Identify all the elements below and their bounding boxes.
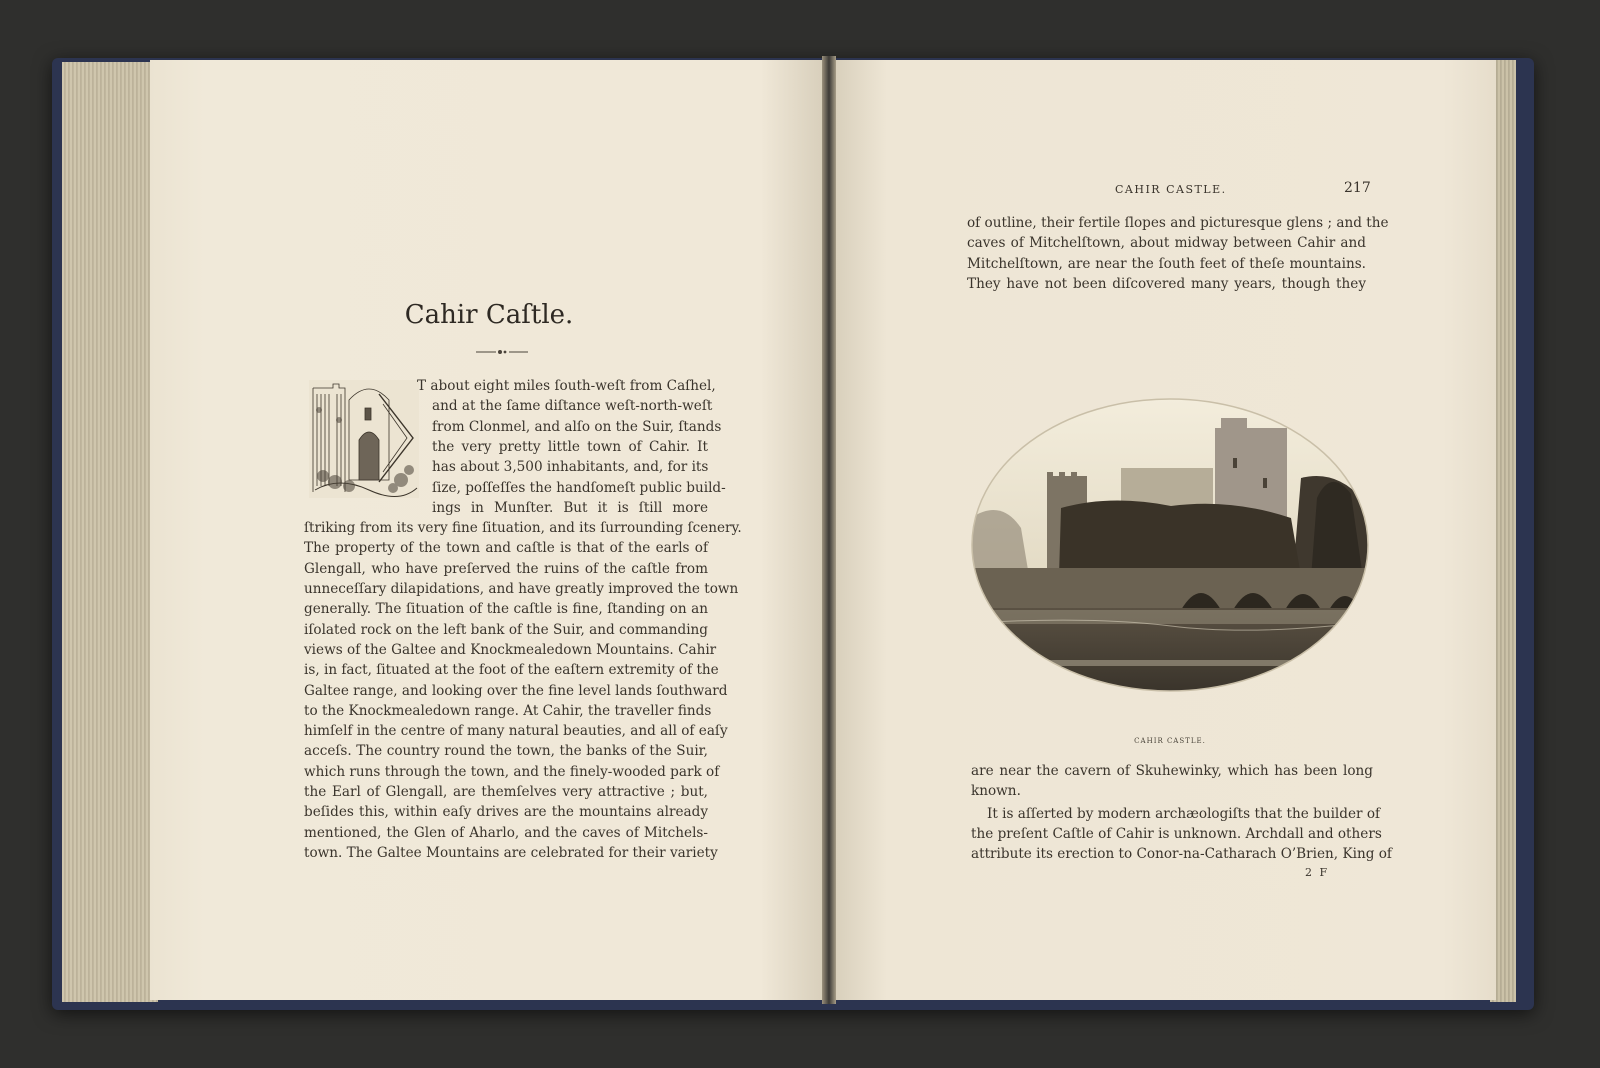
signature-mark: 2 F <box>1305 866 1330 879</box>
text-line: ſtriking from its very fine ſituation, and its ſurrounding ſcenery. <box>304 520 742 537</box>
text-line: They have not been diſcovered many years, though they <box>967 275 1366 292</box>
text-line: himſelf in the centre of many natural beauties, and all of eaſy <box>304 723 728 740</box>
text-line: the preſent Caſtle of Cahir is unknown. Archdall and others <box>971 826 1382 842</box>
text-line: unneceſſary dilapidations, and have greatly improved the town <box>304 581 739 597</box>
text-line: Glengall, who have preſerved the ruins of the caſtle from <box>304 560 708 577</box>
text-line: generally. The ſituation of the caſtle is fine, ſtanding on an <box>304 601 708 618</box>
text-line: the very pretty little town of Cahir. It <box>432 438 708 455</box>
text-line: from Clonmel, and alſo on the Suir, ſtands <box>432 418 722 435</box>
title-ornament <box>476 348 528 356</box>
text-line: is, in fact, ſituated at the foot of the eaſtern extremity of the <box>304 662 719 679</box>
text-line: ings in Munſter. But it is ſtill more <box>432 499 708 516</box>
text-line: caves of Mitchelſtown, about midway between Cahir and <box>967 235 1366 252</box>
text-line: iſolated rock on the left bank of the Suir, and commanding <box>304 621 708 638</box>
text-line: acceſs. The country round the town, the banks of the Suir, <box>304 743 708 760</box>
text-line: has about 3,500 inhabitants, and, for its <box>432 459 709 476</box>
text-line: attribute its erection to Conor-na-Catharach O’Brien, King of <box>971 846 1392 862</box>
photo-caption: CAHIR CASTLE. <box>1134 737 1206 745</box>
text-line: beſides this, within eaſy drives are the mountains already <box>304 804 708 821</box>
text-line: and at the ſame diſtance weſt-north-weſt <box>432 398 713 415</box>
text-line: T about eight miles ſouth-weſt from Caſhel, <box>417 378 716 394</box>
text-line: which runs through the town, and the finely-wooded park of <box>304 763 720 780</box>
text-line: the Earl of Glengall, are themſelves very attractive ; but, <box>304 784 708 800</box>
text-line: of outline, their fertile ſlopes and picturesque glens ; and the <box>967 215 1389 231</box>
castle-photograph <box>971 398 1369 692</box>
text-line: to the Knockmealedown range. At Cahir, the traveller finds <box>304 702 712 719</box>
text-line: views of the Galtee and Knockmealedown Mountains. Cahir <box>304 641 717 658</box>
book-gutter <box>822 56 836 1004</box>
text-line: It is aſſerted by modern archæologiſts that the builder of <box>987 806 1381 822</box>
text-line: Galtee range, and looking over the fine level lands ſouthward <box>304 682 728 699</box>
text-line: known. <box>971 783 1021 799</box>
page-edges-left <box>62 62 158 1002</box>
text-line: are near the cavern of Skuhewinky, which has been long <box>971 763 1373 779</box>
page-number: 217 <box>1344 180 1371 196</box>
castle-photo-image <box>971 398 1369 692</box>
text-line: Mitchelſtown, are near the ſouth feet of theſe mountains. <box>967 255 1366 272</box>
illustrated-dropcap <box>309 380 419 498</box>
text-line: The property of the town and caſtle is that of the earls of <box>304 540 708 557</box>
text-line: ſize, poſſeſſes the handſomeſt public build- <box>432 479 726 496</box>
dropcap-engraving <box>309 380 419 498</box>
text-line: town. The Galtee Mountains are celebrated for their variety <box>304 844 718 861</box>
chapter-title: Cahir Caſtle. <box>404 300 574 330</box>
text-line: mentioned, the Glen of Aharlo, and the caves of Mitchels- <box>304 824 708 841</box>
running-head: CAHIR CASTLE. <box>1115 183 1227 196</box>
